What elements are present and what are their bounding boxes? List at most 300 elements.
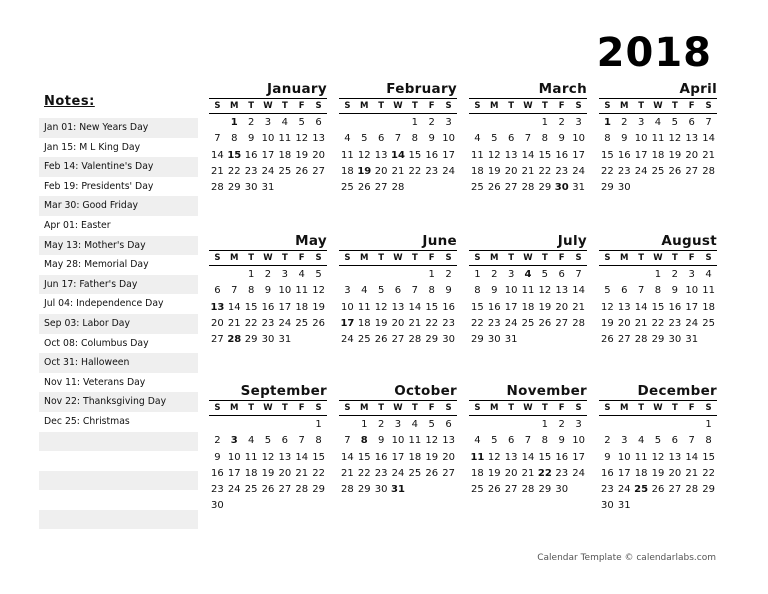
weekday-label: T (411, 253, 418, 263)
weekday-label: S (344, 403, 351, 413)
day-cell: 24 (278, 317, 292, 329)
note-item (39, 490, 198, 510)
day-cell: 11 (702, 285, 715, 297)
month-name: August (661, 233, 717, 249)
day-cell: 26 (357, 182, 371, 194)
day-cell: 20 (504, 165, 518, 177)
day-cell-holiday: 31 (391, 484, 405, 496)
day-cell-holiday: 28 (227, 334, 242, 346)
day-cell: 16 (261, 301, 275, 313)
day-cell: 19 (295, 149, 309, 161)
weekday-label: S (705, 253, 712, 263)
weekday-label: S (604, 253, 611, 263)
day-cell: 22 (601, 165, 614, 177)
day-cell: 1 (411, 117, 419, 128)
month-september (209, 382, 327, 515)
day-cell: 13 (668, 451, 682, 463)
weekday-label: T (411, 403, 418, 413)
day-cell: 16 (244, 149, 258, 161)
day-cell: 9 (491, 285, 498, 297)
day-blank (633, 417, 650, 433)
day-cell: 27 (504, 484, 518, 496)
day-cell: 15 (538, 149, 552, 161)
weekday-label: M (620, 101, 629, 111)
day-cell: 26 (668, 165, 682, 177)
day-cell: 3 (264, 117, 272, 128)
day-cell: 19 (538, 301, 552, 313)
day-cell: 8 (411, 133, 419, 145)
day-cell: 6 (671, 435, 679, 447)
day-cell: 5 (671, 117, 679, 128)
day-cell: 9 (671, 285, 679, 297)
month-march (469, 80, 587, 196)
day-cell: 22 (408, 165, 422, 177)
day-cell: 30 (211, 500, 224, 512)
note-item: Jan 01: New Years Day (39, 118, 198, 138)
day-cell: 2 (264, 269, 272, 280)
day-blank (683, 417, 700, 433)
weekday-header (469, 400, 587, 416)
day-cell: 3 (621, 435, 628, 447)
day-cell: 14 (521, 149, 535, 161)
day-cell: 20 (685, 149, 699, 161)
day-cell: 7 (688, 435, 695, 447)
day-cell: 30 (617, 182, 631, 194)
day-cell: 10 (634, 133, 648, 145)
day-blank (469, 417, 486, 433)
day-cell: 24 (261, 165, 275, 177)
day-blank (633, 267, 650, 283)
day-cell: 20 (504, 467, 518, 479)
weekday-label: W (653, 253, 663, 263)
day-cell: 24 (617, 484, 631, 496)
weekday-label: T (638, 101, 645, 111)
year-title: 2018 (596, 30, 712, 76)
day-cell: 11 (408, 435, 422, 447)
weekday-label: F (428, 403, 435, 413)
day-cell: 7 (394, 133, 402, 145)
day-cell: 23 (555, 467, 569, 479)
day-cell: 21 (391, 165, 405, 177)
day-cell: 7 (637, 285, 645, 297)
note-item: Apr 01: Easter (44, 219, 111, 231)
day-cell: 15 (357, 451, 371, 463)
day-cell: 17 (572, 451, 585, 463)
day-cell: 13 (374, 149, 388, 161)
day-cell: 10 (685, 285, 699, 297)
day-cell: 16 (555, 149, 569, 161)
day-cell-holiday: 1 (603, 117, 611, 128)
day-grid (209, 417, 327, 515)
day-cell: 9 (377, 435, 385, 447)
day-cell: 21 (521, 467, 535, 479)
day-cell: 12 (601, 301, 614, 313)
day-cell: 3 (637, 117, 645, 128)
day-cell: 22 (651, 317, 665, 329)
day-cell: 16 (487, 301, 501, 313)
weekday-label: T (541, 403, 548, 413)
day-cell: 4 (654, 117, 662, 128)
day-cell: 20 (312, 149, 325, 161)
day-cell: 10 (504, 285, 518, 297)
notes-title: Notes: (44, 94, 95, 109)
day-cell: 4 (344, 133, 351, 145)
day-cell: 21 (572, 301, 585, 313)
note-item: Nov 11: Veterans Day (44, 376, 146, 388)
weekday-label: W (263, 101, 273, 111)
day-cell: 25 (702, 317, 715, 329)
day-cell: 7 (575, 269, 582, 280)
day-cell: 21 (634, 317, 648, 329)
day-cell: 26 (487, 182, 501, 194)
day-grid (469, 115, 587, 196)
day-cell: 23 (442, 317, 455, 329)
day-cell: 11 (278, 133, 292, 145)
day-cell: 5 (541, 269, 549, 280)
day-cell: 6 (377, 133, 385, 145)
day-cell: 15 (408, 149, 422, 161)
day-cell: 11 (244, 451, 258, 463)
weekday-header (209, 400, 327, 416)
weekday-label: S (575, 253, 582, 263)
day-cell: 19 (425, 451, 439, 463)
day-cell: 1 (541, 419, 549, 430)
weekday-label: S (474, 403, 481, 413)
day-cell: 2 (671, 269, 679, 280)
day-cell: 20 (391, 317, 405, 329)
weekday-header (469, 98, 587, 114)
day-cell: 6 (214, 285, 221, 297)
weekday-label: S (445, 403, 452, 413)
day-cell: 1 (705, 419, 712, 430)
day-blank (390, 267, 407, 283)
day-cell: 23 (261, 317, 275, 329)
day-cell: 18 (471, 165, 484, 177)
weekday-label: T (281, 403, 288, 413)
day-grid (599, 267, 717, 348)
weekday-label: T (378, 253, 385, 263)
weekday-header (339, 98, 457, 114)
month-name: April (679, 81, 717, 97)
day-cell: 6 (281, 435, 289, 447)
weekday-label: S (214, 101, 221, 111)
day-blank (503, 417, 520, 433)
day-cell: 21 (521, 165, 535, 177)
month-august (599, 232, 717, 348)
day-cell: 5 (491, 435, 498, 447)
day-cell: 30 (442, 334, 455, 346)
month-name: September (240, 383, 327, 399)
day-blank (293, 417, 310, 433)
day-blank (520, 417, 537, 433)
day-cell-holiday: 22 (537, 467, 552, 479)
day-cell: 3 (575, 117, 582, 128)
day-cell: 18 (244, 467, 258, 479)
month-name: January (266, 81, 327, 97)
weekday-label: W (523, 101, 533, 111)
day-cell: 11 (471, 149, 484, 161)
month-name: June (422, 233, 457, 249)
day-cell: 21 (408, 317, 422, 329)
day-cell: 7 (344, 435, 351, 447)
day-cell: 16 (668, 301, 682, 313)
weekday-label: S (705, 403, 712, 413)
day-cell: 22 (312, 467, 325, 479)
weekday-label: M (490, 101, 499, 111)
day-cell: 13 (312, 133, 325, 145)
day-cell: 29 (702, 484, 715, 496)
day-blank (243, 417, 260, 433)
day-cell: 22 (471, 317, 484, 329)
day-cell: 17 (442, 149, 455, 161)
day-cell: 12 (357, 149, 371, 161)
day-blank (226, 267, 243, 283)
day-cell: 29 (312, 484, 325, 496)
weekday-header (599, 400, 717, 416)
day-cell: 3 (281, 269, 289, 280)
day-cell: 15 (425, 301, 439, 313)
weekday-label: F (558, 403, 565, 413)
note-item: Feb 19: Presidents' Day (44, 180, 154, 192)
day-cell: 12 (487, 451, 501, 463)
day-cell: 21 (295, 467, 309, 479)
day-cell: 9 (214, 451, 221, 463)
note-item (39, 451, 198, 471)
note-item: May 28: Memorial Day (44, 259, 149, 271)
day-cell: 15 (601, 149, 614, 161)
day-cell: 28 (521, 182, 535, 194)
day-cell-holiday: 17 (340, 317, 355, 329)
weekday-label: M (230, 101, 239, 111)
day-cell: 11 (295, 285, 309, 297)
day-cell: 27 (391, 334, 405, 346)
day-cell: 15 (702, 451, 715, 463)
day-cell: 18 (651, 149, 665, 161)
weekday-label: M (620, 403, 629, 413)
day-cell: 2 (621, 117, 628, 128)
day-cell: 15 (312, 451, 325, 463)
day-cell: 12 (651, 451, 665, 463)
day-cell: 26 (538, 317, 552, 329)
weekday-label: S (344, 253, 351, 263)
weekday-label: T (508, 253, 515, 263)
day-cell: 8 (315, 435, 322, 447)
day-cell: 2 (247, 117, 255, 128)
day-cell: 13 (555, 285, 569, 297)
day-grid (599, 417, 717, 515)
day-cell: 24 (685, 317, 699, 329)
day-cell: 4 (411, 419, 419, 430)
day-blank (209, 115, 226, 131)
day-cell: 20 (211, 317, 224, 329)
day-cell: 26 (487, 484, 501, 496)
weekday-label: F (688, 101, 695, 111)
weekday-label: S (315, 403, 322, 413)
day-cell: 7 (411, 285, 419, 297)
weekday-label: F (688, 403, 695, 413)
day-cell: 26 (425, 467, 439, 479)
note-item: May 13: Mother's Day (39, 236, 198, 256)
weekday-label: F (428, 253, 435, 263)
day-cell: 24 (227, 484, 241, 496)
day-grid (469, 267, 587, 348)
day-cell: 28 (702, 165, 715, 177)
day-cell: 8 (705, 435, 712, 447)
weekday-label: W (263, 253, 273, 263)
weekday-label: M (230, 403, 239, 413)
day-cell: 25 (278, 165, 292, 177)
day-cell: 2 (428, 117, 435, 128)
day-cell: 13 (617, 301, 631, 313)
day-cell: 14 (572, 285, 585, 297)
day-blank (339, 417, 356, 433)
weekday-label: T (411, 101, 418, 111)
day-cell: 7 (231, 285, 238, 297)
day-cell: 3 (575, 419, 582, 430)
month-october (339, 382, 457, 498)
day-cell: 20 (374, 165, 388, 177)
day-cell: 12 (668, 133, 682, 145)
day-cell: 27 (617, 334, 631, 346)
day-cell: 14 (408, 301, 422, 313)
day-cell: 10 (617, 451, 631, 463)
day-grid (209, 267, 327, 348)
day-cell: 1 (315, 419, 322, 430)
day-cell: 16 (425, 149, 439, 161)
day-cell: 18 (702, 301, 715, 313)
day-cell: 5 (377, 285, 385, 297)
day-cell: 5 (361, 133, 368, 145)
day-cell: 3 (507, 269, 515, 280)
day-blank (520, 115, 537, 131)
month-january (209, 80, 327, 196)
day-cell: 14 (295, 451, 309, 463)
weekday-label: S (604, 403, 611, 413)
day-cell: 23 (211, 484, 224, 496)
day-cell: 19 (651, 467, 665, 479)
day-cell: 5 (604, 285, 611, 297)
weekday-label: M (230, 253, 239, 263)
day-cell: 21 (211, 165, 224, 177)
day-cell: 1 (541, 117, 549, 128)
month-name: December (637, 383, 717, 399)
note-item (39, 432, 198, 452)
day-cell: 26 (312, 317, 325, 329)
month-name: March (538, 81, 587, 97)
weekday-label: T (638, 403, 645, 413)
day-cell: 27 (312, 165, 325, 177)
day-blank (503, 115, 520, 131)
weekday-label: F (688, 253, 695, 263)
day-cell: 5 (428, 419, 435, 430)
day-cell: 7 (705, 117, 712, 128)
day-cell: 12 (538, 285, 552, 297)
day-cell: 26 (601, 334, 614, 346)
day-cell: 31 (504, 334, 518, 346)
day-cell: 3 (344, 285, 351, 297)
day-cell: 27 (685, 165, 699, 177)
day-cell: 25 (244, 484, 258, 496)
day-cell: 27 (374, 182, 388, 194)
month-name: July (557, 233, 587, 249)
day-blank (373, 267, 390, 283)
day-cell: 28 (341, 484, 354, 496)
footer-credit: Calendar Template © calendarlabs.com (537, 553, 716, 563)
day-cell-holiday: 8 (360, 435, 368, 447)
weekday-label: S (344, 101, 351, 111)
weekday-label: T (281, 101, 288, 111)
day-cell: 27 (504, 182, 518, 194)
day-cell: 26 (295, 165, 309, 177)
weekday-label: M (620, 253, 629, 263)
day-cell: 22 (538, 165, 552, 177)
day-cell: 31 (278, 334, 292, 346)
day-cell: 9 (558, 133, 565, 145)
day-cell: 17 (572, 149, 585, 161)
weekday-label: W (393, 253, 403, 263)
note-item (39, 510, 198, 530)
day-cell: 23 (425, 165, 439, 177)
weekday-label: W (653, 101, 663, 111)
day-cell: 13 (685, 133, 699, 145)
day-blank (650, 417, 667, 433)
day-cell: 5 (264, 435, 272, 447)
day-cell: 13 (504, 149, 518, 161)
day-cell: 5 (654, 435, 662, 447)
day-blank (616, 267, 633, 283)
day-cell: 24 (634, 165, 648, 177)
day-blank (599, 267, 616, 283)
day-cell: 13 (504, 451, 518, 463)
weekday-label: T (671, 253, 678, 263)
day-grid (339, 417, 457, 498)
day-cell: 8 (247, 285, 255, 297)
day-cell: 29 (538, 484, 552, 496)
day-cell: 16 (601, 467, 614, 479)
note-item: Mar 30: Good Friday (39, 196, 198, 216)
day-cell: 9 (264, 285, 272, 297)
notes-list (39, 118, 198, 529)
day-cell: 3 (688, 269, 695, 280)
day-cell: 30 (374, 484, 388, 496)
day-cell: 21 (227, 317, 241, 329)
day-cell: 25 (471, 484, 484, 496)
day-cell: 6 (507, 435, 515, 447)
day-cell: 20 (278, 467, 292, 479)
day-cell: 12 (487, 149, 501, 161)
day-cell-holiday: 15 (227, 149, 242, 161)
weekday-header (599, 98, 717, 114)
day-cell: 27 (442, 467, 455, 479)
day-cell: 9 (558, 435, 565, 447)
day-cell: 4 (361, 285, 368, 297)
day-cell: 10 (341, 301, 354, 313)
day-cell: 16 (555, 451, 569, 463)
day-blank (599, 417, 616, 433)
weekday-label: T (378, 403, 385, 413)
month-november (469, 382, 587, 498)
weekday-label: T (281, 253, 288, 263)
day-cell: 7 (524, 435, 532, 447)
day-cell: 9 (428, 133, 435, 145)
month-june (339, 232, 457, 348)
day-blank (260, 417, 277, 433)
day-cell: 16 (211, 467, 224, 479)
day-cell: 30 (487, 334, 501, 346)
day-cell: 24 (572, 165, 585, 177)
day-blank (209, 417, 226, 433)
note-item: Nov 22: Thanksgiving Day (39, 392, 198, 412)
